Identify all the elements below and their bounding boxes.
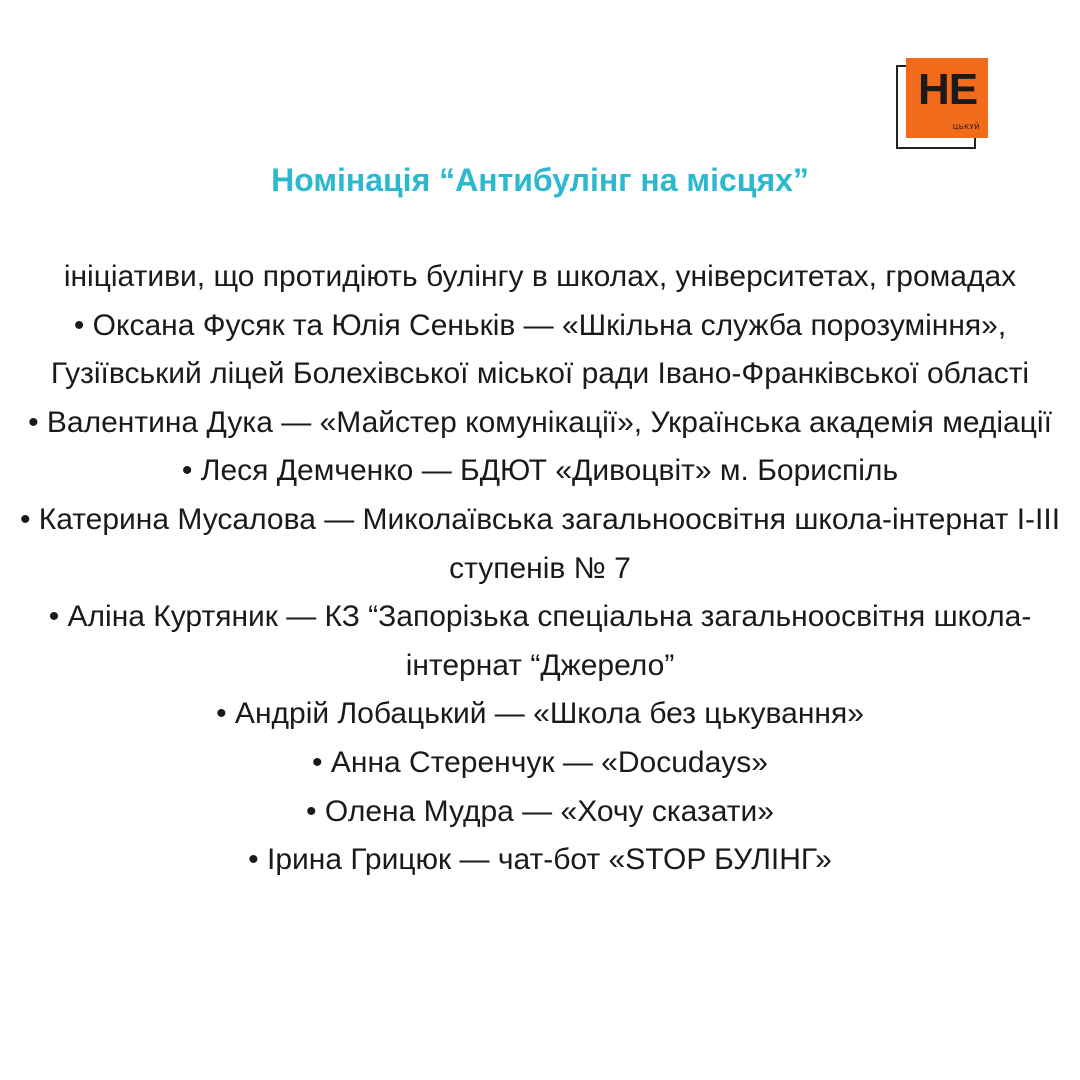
logo-small-text: ЦЬКУЙ	[952, 123, 980, 131]
nominee-item: • Олена Мудра — «Хочу сказати»	[306, 794, 774, 828]
ne-tskui-logo	[896, 58, 988, 152]
logo-main-text: НЕ	[918, 65, 978, 114]
nomination-title: Номінація “Антибулінг на місцях”	[271, 162, 809, 198]
nominee-item: • Андрій Лобацький — «Школа без цькування»	[216, 697, 864, 731]
nominee-item: • Катерина Мусалова — Миколаївська загальноосвітня школа-інтернат I-III ступенів № 7	[19, 502, 1061, 585]
nominee-item: • Валентина Дука — «Майстер комунікації», Українська академія медіації	[28, 405, 1052, 439]
nomination-content	[0, 253, 1080, 885]
nomination-description: ініціативи, що протидіють булінгу в школах, університетах, громадах	[63, 260, 1017, 293]
nominee-item: • Леся Демченко — БДЮТ «Дивоцвіт» м. Бориспіль	[181, 454, 899, 488]
nominee-item: • Оксана Фусяк та Юлія Сеньків — «Шкільна служба порозуміння», Гузіївський ліцей Болехівської міської ради Івано-Франківської області	[50, 308, 1030, 391]
nominee-item: • Ірина Грицюк — чат-бот «STOP БУЛІНГ»	[248, 843, 832, 877]
nominee-item: • Анна Стеренчук — «Docudays»	[312, 745, 768, 779]
nominee-item: • Аліна Куртяник — КЗ “Запорізька спеціальна загальноосвітня школа-інтернат “Джерело”	[48, 600, 1032, 682]
logo-orange-square	[906, 58, 988, 138]
